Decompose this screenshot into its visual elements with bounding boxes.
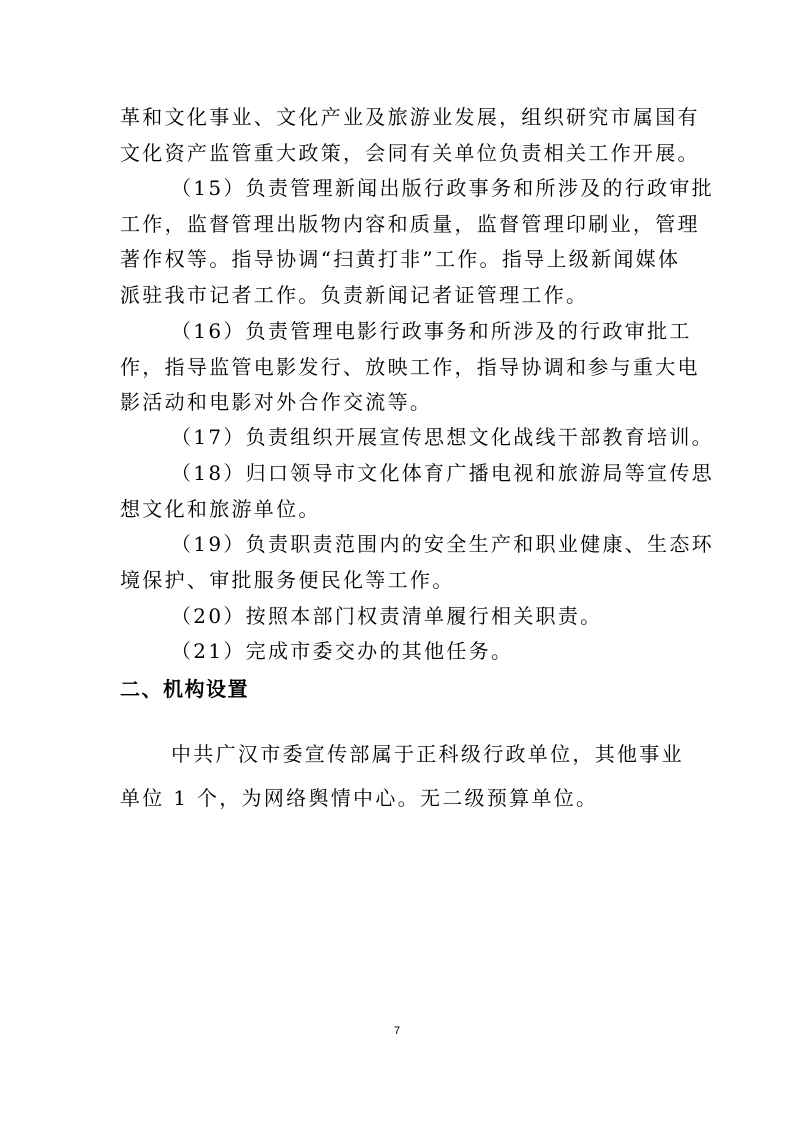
list-item-20: （20）按照本部门权责清单履行相关职责。: [171, 604, 603, 628]
list-item-15: （15）负责管理新闻出版行政事务和所涉及的行政审批: [171, 176, 714, 200]
paragraph-line: 作，指导监管电影发行、放映工作，指导协调和参与重大电: [120, 355, 700, 379]
paragraph-line: 工作，监督管理出版物内容和质量，监督管理印刷业，管理: [120, 212, 700, 236]
paragraph-line: 境保护、审批服务便民化等工作。: [120, 568, 455, 592]
list-item-18: （18）归口领导市文化体育广播电视和旅游局等宣传思: [171, 461, 714, 485]
section-paragraph-line: 单位 1 个，为网络舆情中心。无二级预算单位。: [120, 786, 599, 810]
list-item-17: （17）负责组织开展宣传思想文化战线干部教育培训。: [171, 425, 714, 449]
list-item-21: （21）完成市委交办的其他任务。: [171, 639, 514, 663]
paragraph-line: 影活动和电影对外合作交流等。: [120, 390, 433, 414]
paragraph-line: 想文化和旅游单位。: [120, 497, 321, 521]
list-item-16: （16）负责管理电影行政事务和所涉及的行政审批工: [171, 319, 692, 343]
section-heading: 二、机构设置: [120, 677, 249, 701]
paragraph-line: 著作权等。指导协调“扫黄打非”工作。指导上级新闻媒体: [120, 247, 681, 271]
paragraph-line: 革和文化事业、文化产业及旅游业发展，组织研究市属国有: [120, 105, 700, 129]
list-item-19: （19）负责职责范围内的安全生产和职业健康、生态环: [171, 532, 714, 556]
section-paragraph-line: 中共广汉市委宣传部属于正科级行政单位，其他事业: [171, 742, 684, 766]
page-number: 7: [393, 1025, 401, 1037]
paragraph-line: 派驻我市记者工作。负责新闻记者证管理工作。: [120, 283, 589, 307]
paragraph-line: 文化资产监管重大政策，会同有关单位负责相关工作开展。: [120, 141, 700, 165]
